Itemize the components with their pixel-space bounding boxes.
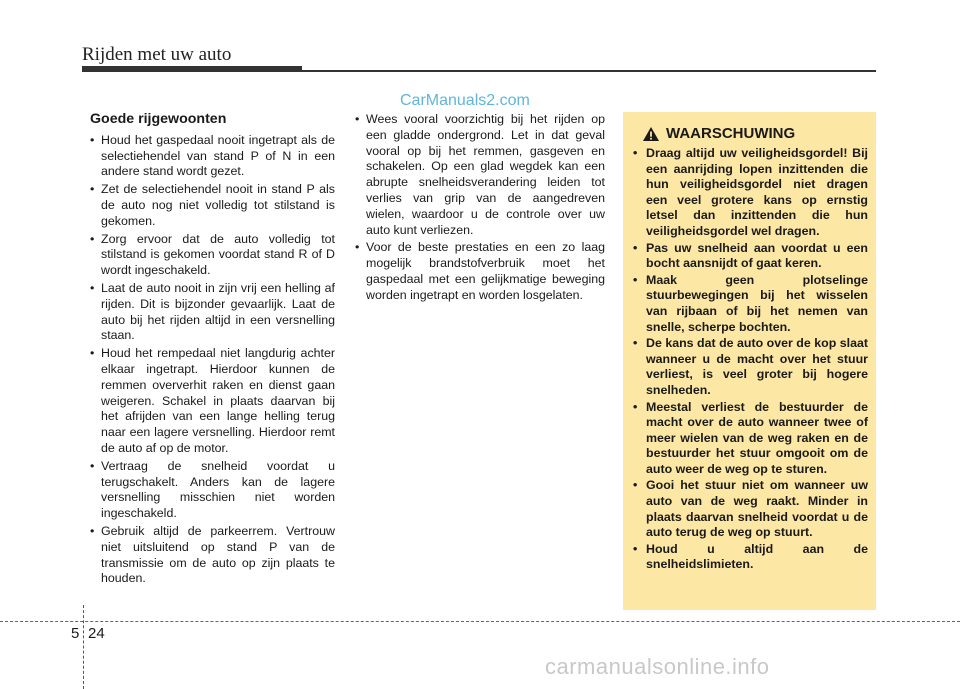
warning-item: • Meestal verliest de bestuurder de macht over de auto wanneer twee of meer wielen van de weg raken en de bestuurder het stuur omgooit om de auto weer de weg op te sturen. <box>633 400 868 478</box>
list-item: • Houd het gaspedaal nooit ingetrapt als de selectiehendel van stand P of N in een andere stand wordt gezet. <box>90 133 335 180</box>
footer-rule <box>0 621 960 622</box>
list-item: • Voor de beste prestaties en een zo laag mogelijk brandstofverbruik moet het gaspedaal met een gelijkmatige beweging worden ingetrapt en worden losgelaten. <box>355 240 605 303</box>
list-item: • Zorg ervoor dat de auto volledig tot stilstand is gekomen voordat stand R of D wordt ingeschakeld. <box>90 232 335 279</box>
list-item: • Vertraag de snelheid voordat u terugschakelt. Anders kan de lagere versnelling misschien niet worden ingeschakeld. <box>90 459 335 522</box>
warning-item: • Draag altijd uw veiligheidsgordel! Bij een aanrijding lopen inzittenden die hun veiligheidsgordel niet dragen een veel grotere kans op ernstig letsel dan inzittenden die hun veiligheidsgordel wel dragen. <box>633 146 868 240</box>
list-item: • Wees vooral voorzichtig bij het rijden op een gladde ondergrond. Let in dat geval vooral op bij het remmen, gasgeven en schakelen. Op een glad wegdek kan een abrupte snelheidsverandering leiden tot verlies van grip van de aangedreven wielen, waardoor u de controle over uw auto kunt verliezen. <box>355 112 605 238</box>
list-item: • Gebruik altijd de parkeerrem. Vertrouw niet uitsluitend op stand P van de transmissie om de auto op zijn plaats te houden. <box>90 524 335 587</box>
warning-item: • De kans dat de auto over de kop slaat wanneer u de macht over het stuur verliest, is veel groter bij hogere snelheden. <box>633 336 868 398</box>
section-title: Goede rijgewoonten <box>90 111 227 127</box>
watermark-bottom: carmanualsonline.info <box>545 654 770 679</box>
header-bar <box>82 66 302 72</box>
warning-item: • Gooi het stuur niet om wanneer uw auto van de weg raakt. Minder in plaats daarvan snelheid voordat u de auto terug de weg op stuurt. <box>633 478 868 540</box>
warning-header <box>642 125 795 142</box>
footer-divider <box>83 605 84 689</box>
page-number: 24 <box>88 625 105 642</box>
middle-bullet-list <box>355 112 605 304</box>
chapter-number: 5 <box>71 625 80 642</box>
list-item: • Zet de selectiehendel nooit in stand P als de auto nog niet volledig tot stilstand is gekomen. <box>90 182 335 229</box>
header-rule <box>302 70 876 72</box>
warning-item: • Pas uw snelheid aan voordat u een bocht aansnijdt of gaat keren. <box>633 241 868 272</box>
page-header-title: Rijden met uw auto <box>82 44 232 65</box>
list-item: • Laat de auto nooit in zijn vrij een helling af rijden. Dit is bijzonder gevaarlijk. Laat de auto bij het rijden altijd in een versnelling staan. <box>90 281 335 344</box>
middle-column <box>355 112 605 306</box>
warning-item: • Houd u altijd aan de snelheidslimieten. <box>633 542 868 573</box>
left-bullet-list <box>90 133 335 587</box>
list-item: • Houd het rempedaal niet langdurig achter elkaar ingetrapt. Hierdoor kunnen de remmen oververhit raken en dienst gaan weigeren. Schakel in plaats daarvan bij het afrijden van een lange helling terug naar een lagere versnelling. Hierdoor remt de auto af op de motor. <box>90 346 335 457</box>
warning-item: • Maak geen plotselinge stuurbewegingen bij het wisselen van rijbaan of bij het nemen van snelle, scherpe bochten. <box>633 273 868 335</box>
watermark-top: CarManuals2.com <box>400 92 530 109</box>
warning-title: WAARSCHUWING <box>666 125 796 142</box>
warning-list <box>633 146 868 574</box>
left-column <box>90 112 335 589</box>
warning-triangle-icon <box>642 126 660 142</box>
